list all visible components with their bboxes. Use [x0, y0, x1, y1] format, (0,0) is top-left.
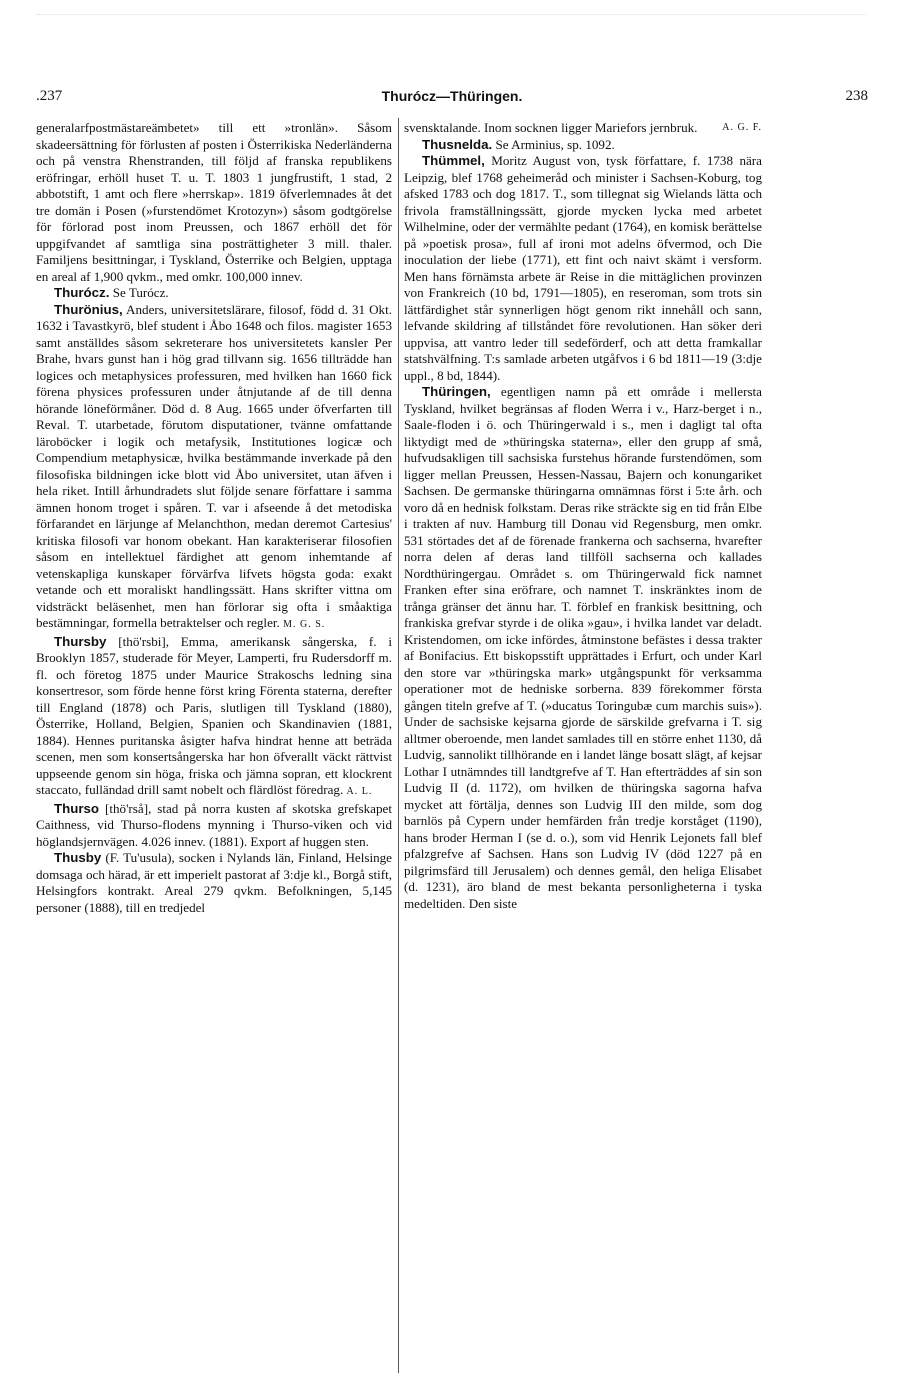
entry-text: (F. Tu'usula), socken i Nylands län, Finland, Helsinge domsaga och härad, är ett imperielt pastorat af 3:dje kl., Borgå stift, Helsingfors kontrakt. Areal 279 qvkm. Befolkningen, 5,145 personer (1888), till en tredjedel	[36, 850, 392, 915]
entry-headword: Thurócz.	[54, 285, 110, 300]
entry-thummel	[404, 153, 762, 384]
entry-thurso	[36, 801, 392, 851]
entry-thursby	[36, 634, 392, 801]
author-signature: M. G. S.	[283, 619, 326, 630]
continued-paragraph	[404, 120, 762, 137]
entry-headword: Thusnelda.	[422, 136, 493, 152]
entry-text: [thö'rså], stad på norra kusten af skotska grefskapet Caithness, vid Thurso-flodens mynning i Thurso-viken och vid höglandsjernvägen. 4.026 innev. (1881). Export af huggen sten.	[36, 800, 392, 849]
scan-edge	[36, 14, 866, 16]
right-column	[404, 120, 762, 1385]
continued-paragraph: generalarfpostmästareämbetet» till ett »tronlän». Såsom skadeersättning för förlusten af posten i Österrikiska Nederländerna och på venstra Rhenstranden, till följd af franska republikens eröfringar, erhöll huset T. u. T. 1803 1 jungfrustift, 1 stad, 2 abbotstift, 1 amt och flere »herrskap». 1819 öfverlemnades åt det tre domän i Posen (»furstendömet Krotozyn») såsom godtgörelse för förlorad post inom Preussen, och 1867 erhöll det för uppgifvandet af samtliga sina posträttigheter 3 mill. thaler. Familjens besittningar, i Tyskland, Österrike och Belgien, upptaga en areal af 1,900 qvkm., med omkr. 100,000 innev.	[36, 120, 392, 284]
page-header	[36, 88, 868, 110]
entry-thurocz	[36, 285, 392, 302]
entry-text: Se Turócz.	[112, 285, 169, 300]
entry-headword: Thursby	[54, 633, 107, 649]
entry-thusby	[36, 850, 392, 916]
entry-text: Anders, universitetslärare, filosof, född d. 31 Okt. 1632 i Tavastkyrö, blef student i Åbo 1648 och filos. magister 1653 samt anställdes såsom sekreterare hos universitetets kansler Per Brahe, hvars gunst han i hög grad tillvann sig. 1656 tillträdde han logices och metaphysices professuren, med hvilken han 1660 fick förena physices professuren under åtnjutande af de till denna hörande löneförmåner. Död d. 8 Aug. 1665 under öfverfarten till Reval. T. utarbetade, förutom disputationer, tvänne omfattande läroböcker i logik och metafysik, Institutiones logicæ och Compendium metaphysicæ, hvilka bestämmande inverkade på den filosofiska bildningen icke blott vid Åbo universitet, utan äfven i hela riket. Intill århundradets slut följde senare författare i samma ämnen honom troget i spåren. T. var i afseende å det metodiska förfarandet en lärjunge af Melanchthon, medan deremot Cartesius' kritiska filosofi var honom obekant. Han karakteriserar filosofien såsom en intellektuel färdighet att genom inhemtande af vetenskapliga kunskaper förvärfva lifvets högsta goda: exakt vetande och ett moraliskt handlingssätt. Hans skrifter vittna om vidsträckt beläsenhet, men han förlorar sig ofta i småaktiga bestämningar, formella betraktelser och regler.	[36, 301, 392, 630]
running-title: Thurócz—Thüringen.	[381, 88, 523, 104]
entry-text: Se Arminius, sp. 1092.	[495, 136, 615, 152]
page-number-left: .237	[36, 88, 63, 104]
author-signature: A. L.	[346, 786, 373, 797]
page-number-right: 238	[845, 88, 868, 104]
entry-text: [thö'rsbi], Emma, amerikansk sångerska, f. i Brooklyn 1857, studerade för Meyer, Lamperti, fru Rudersdorff m. fl. och företog 1875 under Maurice Strakoschs ledning sina konsertresor, som förde henne först kring Förenta staterna, derefter till England (1878) och Paris, slutligen till Tyskland (1880), Österrike, Holland, Belgien, Spanien och Skandinavien (1881, 1884). Hennes puritanska åsigter hafva hindrat henne att beträda scenen, men som konsertsångerska har hon öfverallt väckt rättvist uppseende genom sin höga, friska och jämna sopran, ett klockrent staccato, fulländad drill samt nobelt och flärdlöst föredrag.	[36, 633, 392, 797]
entry-text: svensktalande. Inom socknen ligger Mariefors jernbruk.	[404, 120, 698, 135]
entry-text: Moritz August von, tysk författare, f. 1738 nära Leipzig, blef 1768 geheimeråd och minister i Sachsen-Koburg, tog afsked 1783 och dog 1817. T., som tillegnat sig Wielands lätta och frivola framställningssätt, gjorde mycken lycka med arbetet Wilhelmine, oder der vermählte pedant (1764), en komisk berättelse på »poetisk prosa», full af ironi mot adelns öfvermod, och Die inoculation der liebe (1771), ett fint och naivt skämt i versform. Men hans förnämsta arbete är Reise in die mittäglichen provinzen von Frankreich (10 bd, 1791—1805), en reseroman, som trots sin lättfärdighet står synnerligen högt genom rikt innehåll och sann, lefvande skildring af tillståndet före revolutionen. Han söker deri uppvisa, att vantro leder till sedeförderf, och att detta framkallar statshvälfning. T:s samlade arbeten utgåfvos i 6 bd 1811—19 (3:dje uppl., 8 bd, 1844).	[404, 153, 762, 383]
entry-thuronius	[36, 302, 392, 634]
column-divider	[398, 118, 399, 1373]
entry-headword: Thümmel,	[422, 153, 485, 168]
left-column	[36, 120, 392, 1385]
entry-thusnelda	[404, 137, 762, 154]
entry-text: egentligen namn på ett område i mellersta Tyskland, hvilket begränsas af floden Werra i v., Harz-berget i n., Saale-floden i ö. och Thüringerwald i s., men i dagligt tal ofta liktydigt med de »thüringska staterna», eller den grupp af små, hufvudsakligen till sachsiska furstehus hörande furstendömen, som ligger mellan Preussen, Hessen-Nassau, Bajern och konungariket Sachsen. De germanske thüringarna omnämnas först i 5:te årh. och voro då en hednisk folkstam. Deras rike sträckte sig en tid från Elbe i trakten af nuv. Hamburg till Donau vid Regensburg, men omkr. 531 störtades det af de förenade frankerna och sachserna, hvarefter norra delen af deras land tillföll sachserna och kallades Nordthüringergau. Området s. om Thüringerwald fick namnet Franken efter sina eröfrare, och namnet T. inskränktes inom de trånga gränser det ännu har. T. förblef en frankisk besittning, och frankiska grefvar styrde i de olika »gau», i hvilka landet var deladt. Kristendomen, om icke infördes, åtminstone befästes i dessa trakter af Bonifacius. Ett biskopsstift upprättades i Erfurt, och under Karl den store var »thüringska mark» utgångspunkt för verksamma operationer mot de hedniske sorberna. 839 förekommer första gången titeln grefve af T. (»ducatus Toringubæ cum marchis suis»). Under de sachsiske kejsarna gjorde de särskilde grefvarna i T. sig alltmer oberoende, men landet samlades till en större enhet 1130, då Ludvig, sannolikt tillhörande en i landet länge bosatt slägt, af kejsar Lothar I utnämndes till landtgrefve af T. Han efterträddes af sin son Ludvig II (d. 1172), om hvilken de thüringska sagorna hafva mycket att förtälja, dennes son Ludvig III den milde, som dog barnlös på Cypern under hemfärden från tredje korståget (1190), hans broder Herman I (se d. o.), som vid Henrik Lejonets fall blef pfalzgrefve af Sachsen. Hans son Ludvig IV (död 1227 på en pilgrimsfärd till Jerusalem) och dennes gemål, den heliga Elisabet (d. 1231), äro bland de mest bekanta personligheterna i tyska medeltiden. Den siste	[404, 384, 762, 911]
author-signature: A. G. F.	[722, 122, 762, 133]
entry-headword: Thurönius,	[54, 301, 123, 317]
entry-thuringen	[404, 384, 762, 912]
entry-headword: Thüringen,	[422, 384, 491, 399]
entry-headword: Thurso	[54, 800, 100, 816]
entry-headword: Thusby	[54, 850, 102, 865]
